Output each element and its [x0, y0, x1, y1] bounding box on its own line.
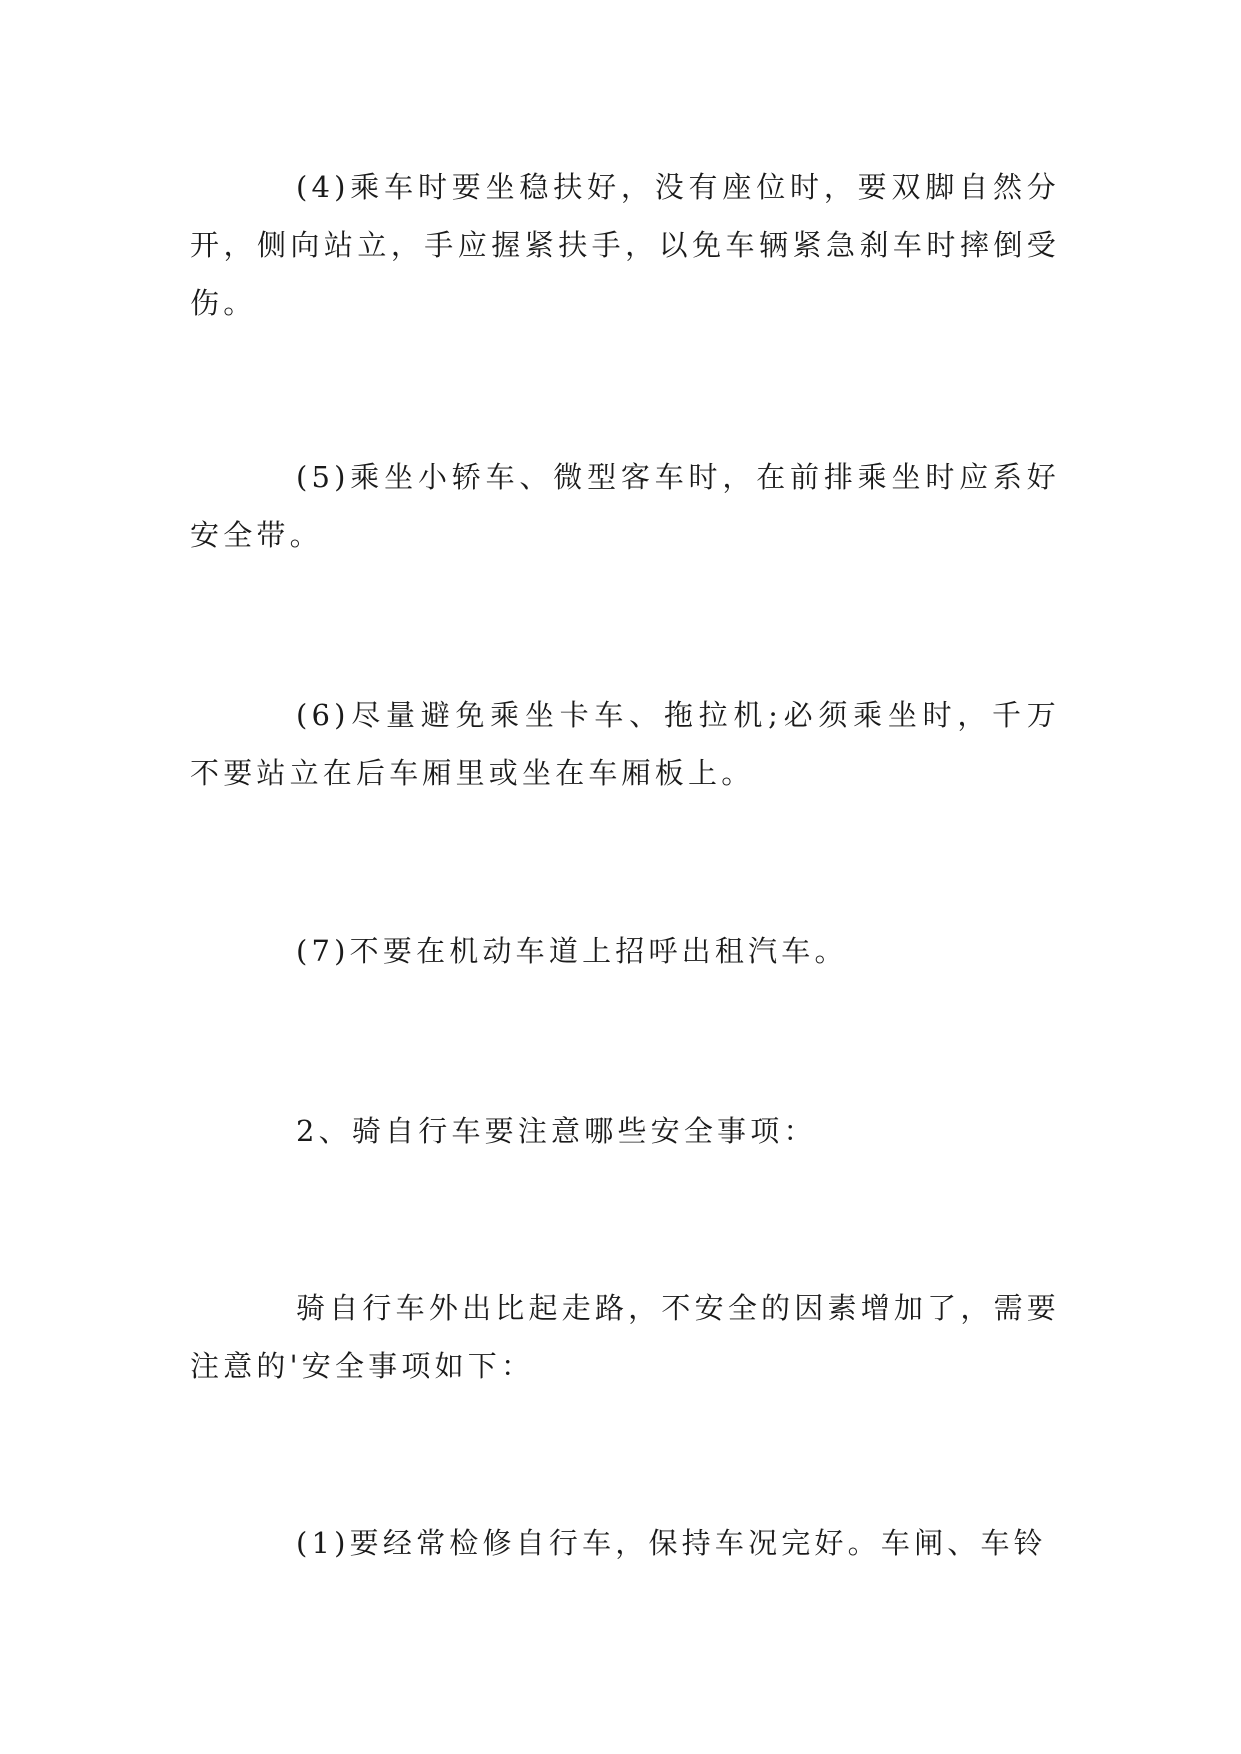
paragraph-bicycle-item-1: (1)要经常检修自行车，保持车况完好。车闸、车铃 — [296, 1526, 1047, 1560]
paragraph-item-7: (7)不要在机动车道上招呼出租汽车。 — [296, 934, 848, 968]
paragraph-bicycle-intro: 骑自行车外出比起走路，不安全的因素增加了，需要注意的'安全事项如下： — [190, 1291, 1060, 1383]
paragraph-item-4: (4)乘车时要坐稳扶好，没有座位时，要双脚自然分开，侧向站立，手应握紧扶手，以免车辆紧急刹车时摔倒受伤。 — [190, 170, 1060, 320]
paragraph-item-5: (5)乘坐小轿车、微型客车时，在前排乘坐时应系好安全带。 — [190, 460, 1060, 552]
section-heading-bicycle-safety: 2、骑自行车要注意哪些安全事项： — [296, 1114, 817, 1148]
paragraph-item-6: (6)尽量避免乘坐卡车、拖拉机;必须乘坐时，千万不要站立在后车厢里或坐在车厢板上。 — [190, 698, 1060, 790]
